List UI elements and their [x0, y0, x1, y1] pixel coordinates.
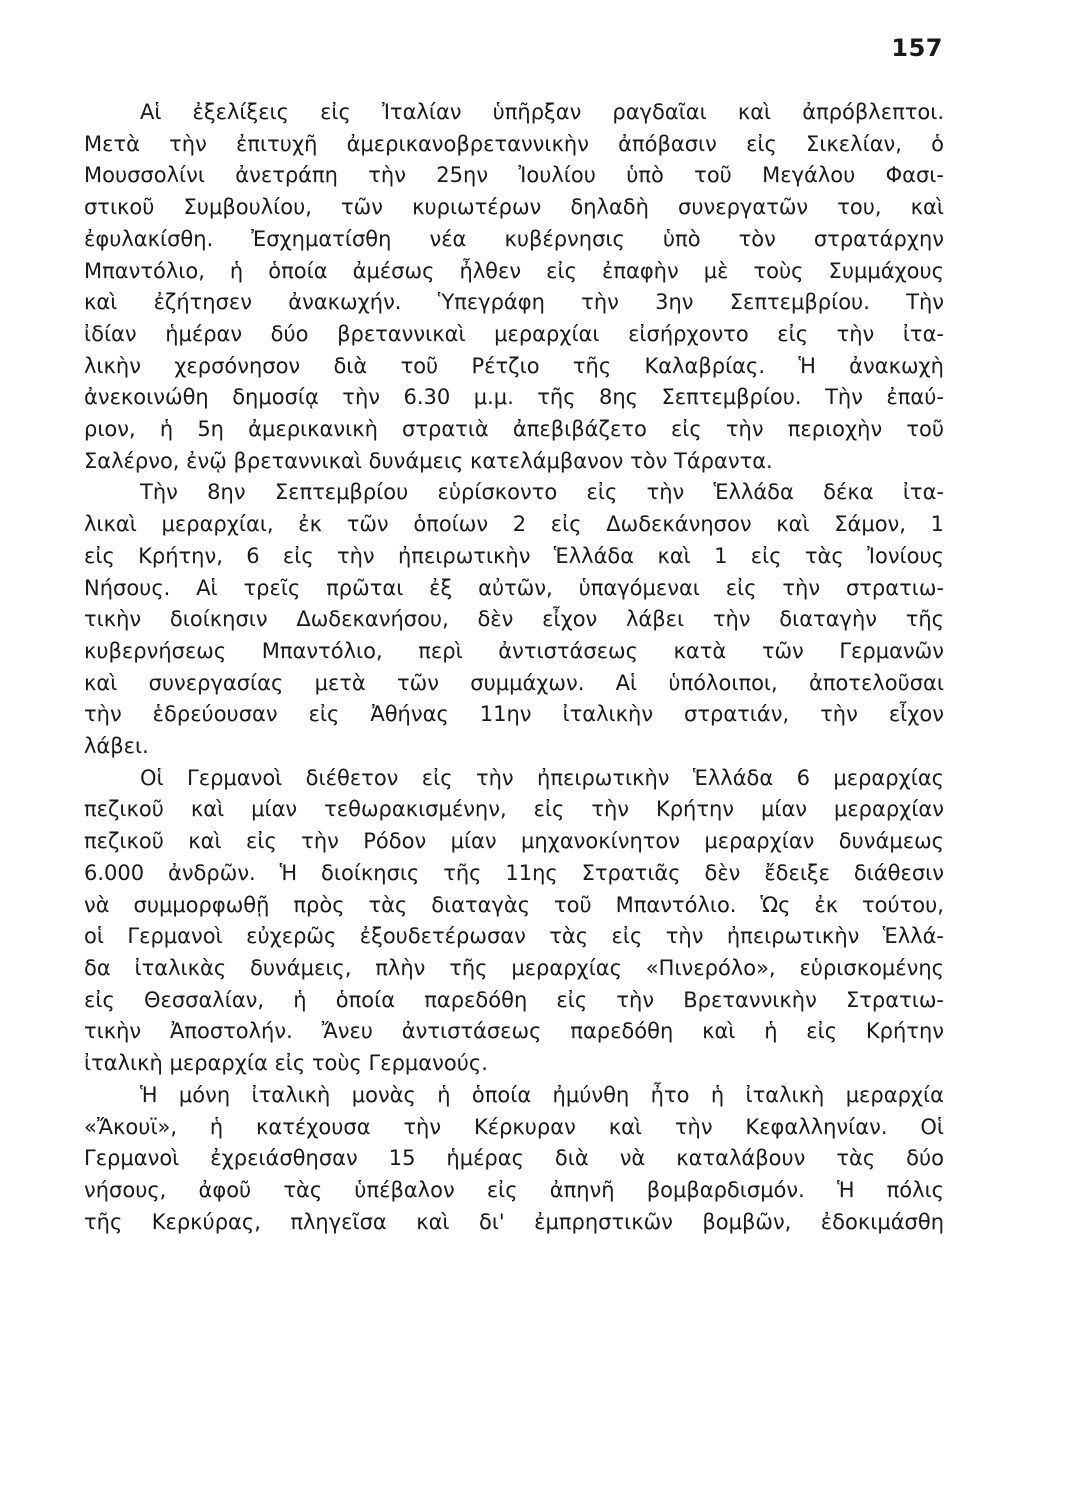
text-line: τικὴν διοίκησιν Δωδεκανήσου, δὲν εἶχον λάβει τὴν διαταγὴν τῆς: [84, 607, 944, 632]
text-line: ἀνεκοινώθη δημοσίᾳ τὴν 6.30 μ.μ. τῆς 8ης Σεπτεμβρίου. Τὴν ἐπαύ-: [84, 385, 944, 410]
text-line: στικοῦ Συμβουλίου, τῶν κυριωτέρων δηλαδὴ συνεργατῶν του, καὶ: [84, 195, 944, 220]
text-line: τὴν ἑδρεύουσαν εἰς Ἀθήνας 11ην ἰταλικὴν στρατιάν, τὴν εἶχον: [84, 702, 944, 727]
text-line: πεζικοῦ καὶ εἰς τὴν Ρόδον μίαν μηχανοκίνητον μεραρχίαν δυνάμεως: [84, 829, 944, 854]
text-line: λικὴν χερσόνησον διὰ τοῦ Ρέτζιο τῆς Καλαβρίας. Ἡ ἀνακωχὴ: [84, 353, 944, 378]
text-line: Νήσους. Αἱ τρεῖς πρῶται ἐξ αὐτῶν, ὑπαγόμεναι εἰς τὴν στρατιω-: [84, 575, 944, 600]
text-line: καὶ ἐζήτησεν ἀνακωχήν. Ὑπεγράφη τὴν 3ην Σεπτεμβρίου. Τὴν: [84, 290, 944, 315]
text-line: τικὴν Ἀποστολήν. Ἄνευ ἀντιστάσεως παρεδόθη καὶ ἡ εἰς Κρήτην: [84, 1019, 944, 1044]
text-line: ριον, ἡ 5η ἀμερικανικὴ στρατιὰ ἀπεβιβάζετο εἰς τὴν περιοχὴν τοῦ: [84, 417, 944, 442]
text-line: ἐφυλακίσθη. Ἐσχηματίσθη νέα κυβέρνησις ὑπὸ τὸν στρατάρχην: [84, 226, 944, 251]
text-line: Τὴν 8ην Σεπτεμβρίου εὑρίσκοντο εἰς τὴν Ἑλλάδα δέκα ἰτα-: [140, 480, 944, 505]
text-line: λάβει.: [84, 734, 149, 759]
page-number: 157: [891, 34, 943, 62]
text-line: καὶ συνεργασίας μετὰ τῶν συμμάχων. Αἱ ὑπόλοιποι, ἀποτελοῦσαι: [84, 670, 944, 695]
text-line: πεζικοῦ καὶ μίαν τεθωρακισμένην, εἰς τὴν Κρήτην μίαν μεραρχίαν: [84, 797, 944, 822]
text-line: λικαὶ μεραρχίαι, ἐκ τῶν ὁποίων 2 εἰς Δωδεκάνησον καὶ Σάμον, 1: [84, 512, 944, 537]
text-line: ἰδίαν ἡμέραν δύο βρεταννικαὶ μεραρχίαι εἰσήρχοντο εἰς τὴν ἰτα-: [84, 321, 944, 346]
text-line: Αἱ ἐξελίξεις εἰς Ἰταλίαν ὑπῆρξαν ραγδαῖαι καὶ ἀπρόβλεπτοι.: [140, 100, 944, 124]
text-line: Ἡ μόνη ἰταλικὴ μονὰς ἡ ὁποία ἠμύνθη ἦτο ἡ ἰταλικὴ μεραρχία: [140, 1082, 944, 1107]
text-line: Μετὰ τὴν ἐπιτυχῆ ἀμερικανοβρεταννικὴν ἀπόβασιν εἰς Σικελίαν, ὁ: [84, 131, 944, 156]
text-line: οἱ Γερμανοὶ εὐχερῶς ἐξουδετέρωσαν τὰς εἰς τὴν ἠπειρωτικὴν Ἑλλά-: [84, 924, 944, 949]
text-line: κυβερνήσεως Μπαντόλιο, περὶ ἀντιστάσεως κατὰ τῶν Γερμανῶν: [84, 638, 944, 663]
text-line: Οἱ Γερμανοὶ διέθετον εἰς τὴν ἠπειρωτικὴν Ἑλλάδα 6 μεραρχίας: [140, 765, 944, 790]
text-line: νήσους, ἀφοῦ τὰς ὑπέβαλον εἰς ἀπηνῆ βομβαρδισμόν. Ἡ πόλις: [84, 1177, 944, 1202]
text-line: ἰταλικὴ μεραρχία εἰς τοὺς Γερμανούς.: [84, 1051, 488, 1076]
text-line: Μουσσολίνι ἀνετράπη τὴν 25ην Ἰουλίου ὑπὸ τοῦ Μεγάλου Φασι-: [84, 163, 944, 188]
body-text: [84, 97, 944, 1238]
text-line: Γερμανοὶ ἐχρειάσθησαν 15 ἡμέρας διὰ νὰ καταλάβουν τὰς δύο: [84, 1146, 944, 1171]
text-line: νὰ συμμορφωθῇ πρὸς τὰς διαταγὰς τοῦ Μπαντόλιο. Ὡς ἐκ τούτου,: [84, 892, 944, 917]
text-line: 6.000 ἀνδρῶν. Ἡ διοίκησις τῆς 11ης Στρατιᾶς δὲν ἔδειξε διάθεσιν: [84, 860, 944, 885]
text-line: δα ἰταλικὰς δυνάμεις, πλὴν τῆς μεραρχίας «Πινερόλο», εὑρισκομένης: [84, 955, 944, 980]
text-line: Σαλέρνο, ἐνῷ βρεταννικαὶ δυνάμεις κατελάμβανον τὸν Τάραντα.: [84, 448, 773, 473]
text-line: «Ἄκουϊ», ἡ κατέχουσα τὴν Κέρκυραν καὶ τὴν Κεφαλληνίαν. Οἱ: [84, 1114, 944, 1139]
text-line: εἰς Κρήτην, 6 εἰς τὴν ἠπειρωτικὴν Ἑλλάδα καὶ 1 εἰς τὰς Ἰονίους: [84, 543, 944, 568]
text-line: Μπαντόλιο, ἡ ὁποία ἀμέσως ἦλθεν εἰς ἐπαφὴν μὲ τοὺς Συμμάχους: [84, 258, 944, 283]
text-line: τῆς Κερκύρας, πληγεῖσα καὶ δι' ἐμπρηστικῶν βομβῶν, ἐδοκιμάσθη: [84, 1209, 944, 1234]
text-line: εἰς Θεσσαλίαν, ἡ ὁποία παρεδόθη εἰς τὴν Βρεταννικὴν Στρατιω-: [84, 987, 944, 1012]
